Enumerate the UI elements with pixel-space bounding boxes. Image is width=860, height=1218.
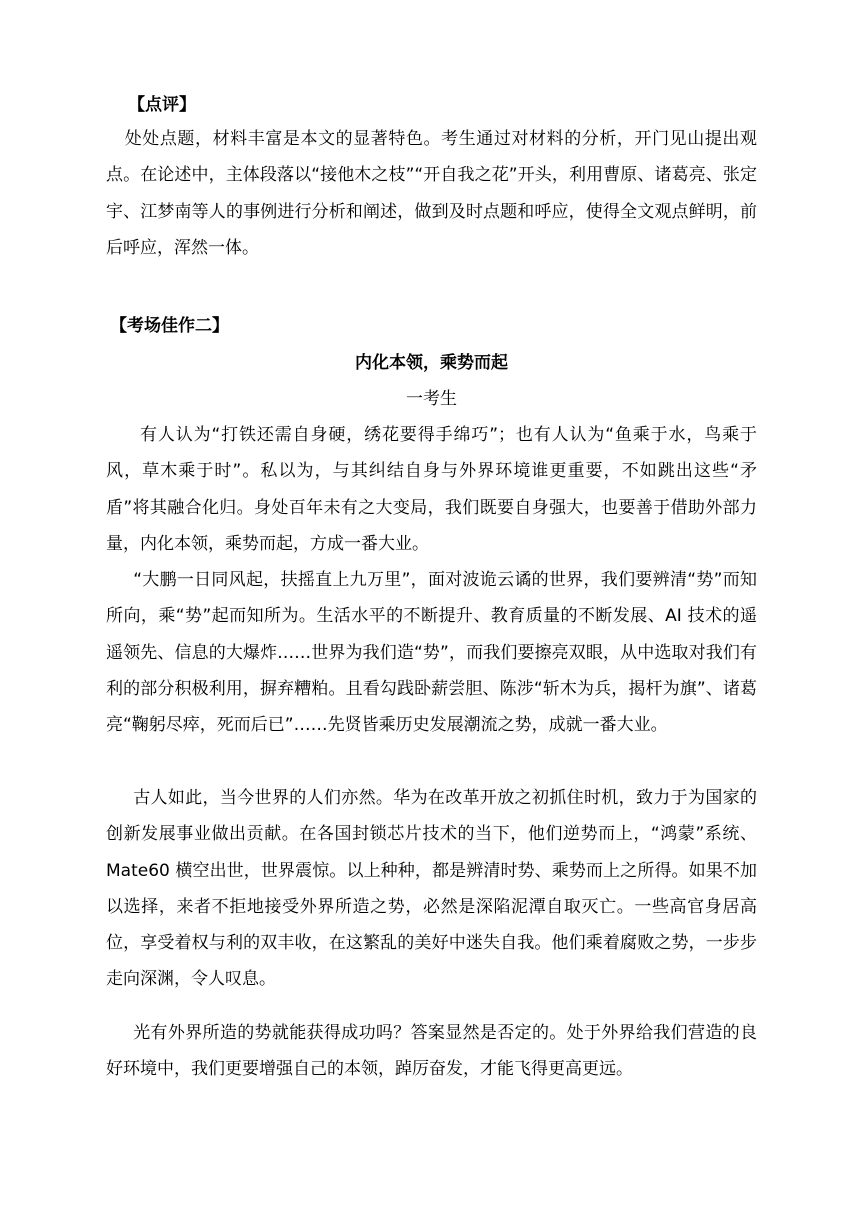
essay-paragraph-4: 光有外界所造的势就能获得成功吗？答案显然是否定的。处于外界给我们营造的良好环境中，我们更要增强自己的本领，踔厉奋发，才能飞得更高更远。	[106, 1023, 757, 1080]
essay-paragraph-3: 古人如此，当今世界的人们亦然。华为在改革开放之初抓住时机，致力于为国家的创新发展事业做出贡献。在各国封锁芯片技术的当下，他们逆势而上，“鸿蒙”系统、Mate60 横空出世，世界震惊。以上种种，都是辨清时势、乘势而上之所得。如果不加以选择，来者不拒地接受外界所造之势，必然是深陷泥潭自取灭亡。一些高官身居高位，享受着权与利的双丰收，在这繁乱的美好中迷失自我。他们乘着腐败之势，一步步走向深渊，令人叹息。	[106, 788, 757, 990]
essay-paragraph-1: 有人认为“打铁还需自身硬，绣花要得手绵巧”；也有人认为“鱼乘于水，鸟乘于风，草木乘于时”。私以为，与其纠结自身与外界环境谁更重要，不如跳出这些“矛盾”将其融合化归。身处百年未有之大变局，我们既要自身强大，也要善于借助外部力量，内化本领，乘势而起，方成一番大业。	[106, 425, 757, 554]
essay-author: 一考生	[406, 389, 457, 409]
essay-paragraph-2: “大鹏一日同风起，扶摇直上九万里”，面对波诡云谲的世界，我们要辨清“势”而知所向，乘“势”起而知所为。生活水平的不断提升、教育质量的不断发展、AI 技术的遥遥领先、信息的大爆炸……世界为我们造“势”，而我们要擦亮双眼，从中选取对我们有利的部分积极利用，摒弃糟粕。且看勾践卧薪尝胆、陈涉“斩木为兵，揭杆为旗”、诸葛亮“鞠躬尽瘁，死而后已”……先贤皆乘历史发展潮流之势，成就一番大业。	[106, 570, 757, 736]
section-heading: 【考场佳作二】	[110, 316, 229, 336]
essay-title: 内化本领，乘势而起	[355, 353, 508, 373]
review-heading: 【点评】	[128, 95, 196, 115]
review-paragraph: 处处点题，材料丰富是本文的显著特色。考生通过对材料的分析，开门见山提出观点。在论述中，主体段落以“接他木之枝”“开自我之花”开头，利用曹原、诸葛亮、张定宇、江梦南等人的事例进行分析和阐述，做到及时点题和呼应，使得全文观点鲜明，前后呼应，浑然一体。	[106, 129, 757, 258]
